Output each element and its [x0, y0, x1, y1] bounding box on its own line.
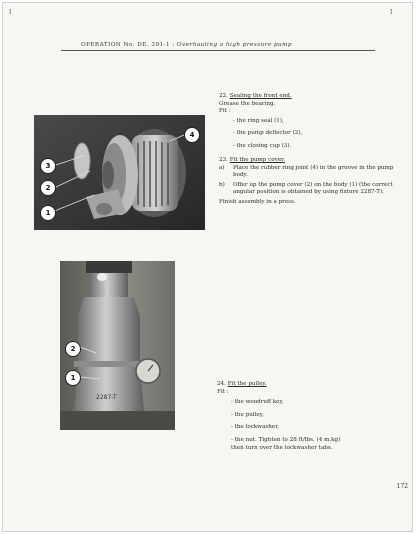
section-23-heading: 23. Fit the pump cover.: [219, 157, 285, 163]
callout-1: 1: [40, 205, 56, 221]
callout-1: 1: [65, 370, 81, 386]
pump-photo-1: [34, 115, 205, 230]
list-item: - the woodruff key,: [231, 399, 284, 406]
pump-photo-2: [60, 261, 175, 430]
corner-mark-right: I: [390, 9, 393, 16]
callout-3: 3: [40, 158, 56, 174]
section-23-finish: Finish assembly in a press.: [219, 198, 296, 205]
fixture-label: 2287-T: [96, 394, 117, 401]
list-item: - the ring seal (1),: [233, 117, 284, 124]
page-number: 172: [396, 483, 408, 490]
page-header: [81, 42, 292, 48]
list-item: - the lockwasher,: [231, 424, 280, 431]
section-23-step-a: a) Place the rubber ring joint (4) in the groove in the pump body.: [219, 164, 394, 179]
list-item: - the closing cup (3).: [233, 142, 292, 149]
header-rule: [61, 50, 375, 51]
section-22-fit: Fit :: [219, 108, 231, 115]
list-item: - the pump deflector (2),: [233, 130, 303, 137]
list-item: - the pulley,: [231, 411, 264, 418]
callout-4: 4: [184, 127, 200, 143]
operation-title: Overhauling a high pressure pump: [177, 42, 293, 48]
list-item: - the nut. Tighten to 28 ft/lbs. (4 m.kg) then turn over the lockwasher tabs.: [231, 436, 341, 451]
operation-number: OPERATION No. DE. 391-1 :: [81, 42, 175, 48]
callout-2: 2: [65, 341, 81, 357]
section-22-list: [219, 118, 394, 151]
document-page: [2, 2, 413, 532]
corner-mark-left: I: [9, 9, 12, 16]
section-22: [219, 93, 394, 151]
section-22-line1: Grease the bearing.: [219, 100, 276, 107]
section-24: [217, 381, 397, 452]
section-24-list: [217, 399, 397, 452]
section-24-fit: Fit :: [217, 388, 229, 395]
section-22-heading: 22. Sealing the front end.: [219, 93, 292, 99]
section-23: [219, 157, 397, 207]
section-24-heading: 24. Fit the pulley.: [217, 381, 267, 387]
callout-2: 2: [40, 180, 56, 196]
section-23-step-b: b) Offer up the pump cover (2) on the body (1) (the correct angular position is obtained by using fixture 2287-T).: [219, 181, 393, 196]
